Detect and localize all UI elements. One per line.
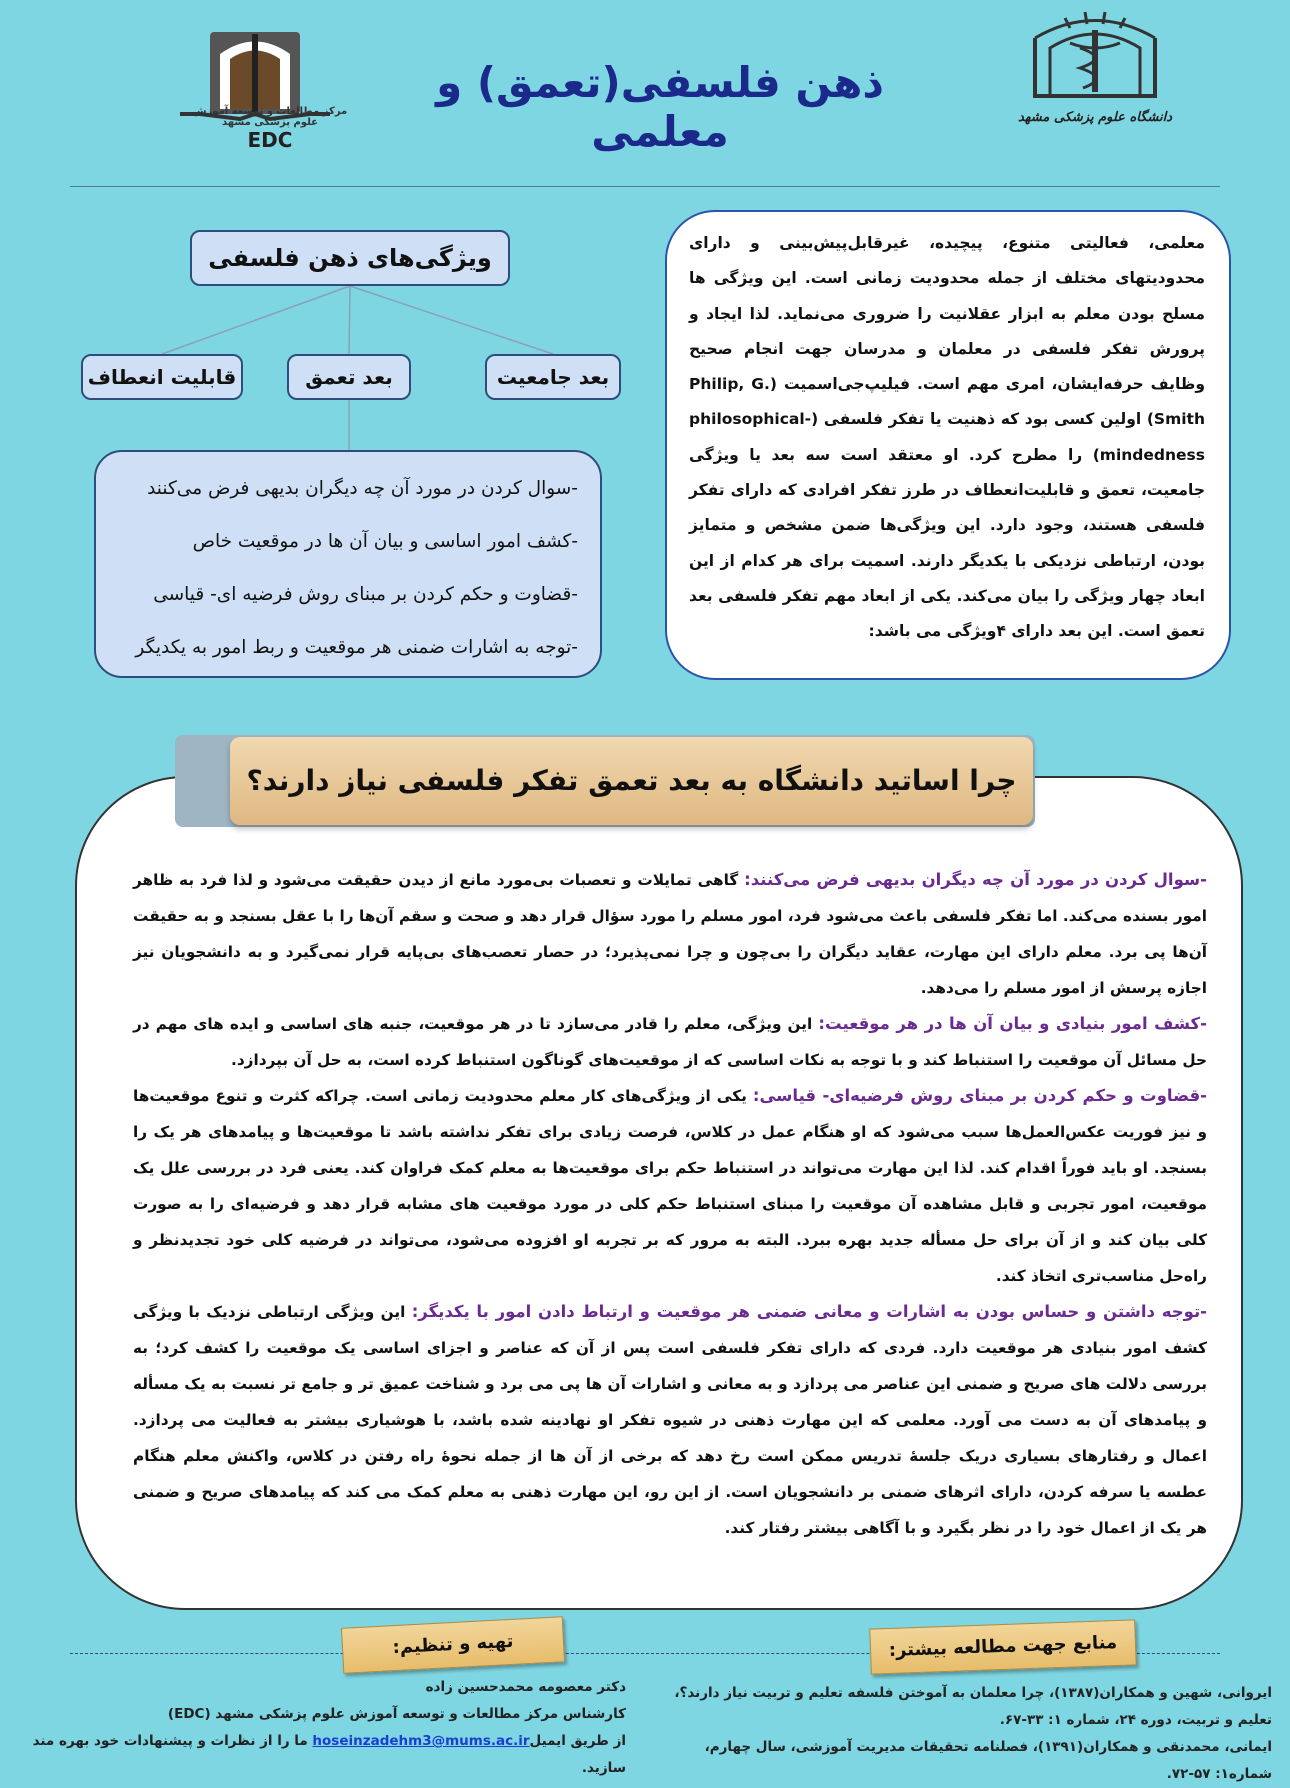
list-item: -کشف امور اساسی و بیان آن ها در موقعیت خاص (192, 531, 578, 552)
contact-suffix: ما را از نظرات و پیشنهادات خود بهره مند سازید. (32, 1733, 626, 1776)
section-heading: -سوال کردن در مورد آن چه دیگران بدیهی فرض می‌کنند: (744, 870, 1207, 889)
author-role: کارشناس مرکز مطالعات و توسعه آموزش علوم پزشکی مشهد (EDC) (167, 1706, 626, 1722)
prepared-by (26, 1674, 626, 1782)
list-item: -سوال کردن در مورد آن چه دیگران بدیهی فرض می‌کنند (147, 478, 578, 499)
reference-item: ایمانی، محمدنقی و همکاران(۱۳۹۱)، فصلنامه تحقیقات مدیریت آموزشی، سال چهارم، شماره۱: ۵۷-۷۲. (704, 1739, 1272, 1782)
diagram-node-depth: بعد تعمق (287, 354, 411, 400)
prepared-by-label: تهیه و تنظیم: (341, 1616, 565, 1674)
list-item: -توجه به اشارات ضمنی هر موقعیت و ربط امور به یکدیگر (135, 637, 578, 658)
main-content-box (75, 776, 1243, 1610)
section-heading: -قضاوت و حکم کردن بر مبنای روش فرضیه‌ای- قیاسی: (752, 1086, 1207, 1105)
section-body: این ویژگی ارتباطی نزدیک با ویژگی کشف امور بنیادی هر موقعیت دارد. فردی که دارای تفکر فلسفی است پس از آن که عناصر و اجزای اساسی یک موقعیت را کشف کرد؛ به بررسی دلالت های صریح و ضمنی این عناصر می پردازد و به معانی و اشارات آن ها پی می برد و شناخت عمیق تر و جامع تر نسبت به یک مسأله و پیامدهای آن به دست می آورد. معلمی که این مهارت ذهنی در شیوه تفکر او نهادینه شده باشد، با هوشیاری بیشتر به فعالیت می پردازد. اعمال و رفتارهای بسیاری دریک جلسۀ تدریس ممکن است رخ دهد که برخی از آن ها از جمله نحوۀ راه رفتن در کلاس، واکنش معلم هنگام عطسه یا سرفه کردن، دارای اثرهای ضمنی بر دانشجویان است. از این رو، این مهارت ذهنی به معلم کمک می کند که پیامدهای صریح و ضمنی هر یک از اعمال خود را در نظر بگیرد و با آگاهی بیشتر رفتار کند. (133, 1303, 1207, 1537)
list-item: -قضاوت و حکم کردن بر مبنای روش فرضیه ای- قیاسی (153, 584, 578, 605)
university-logo (995, 8, 1195, 140)
diagram-root-node: ویژگی‌های ذهن فلسفی (190, 230, 510, 286)
main-section (133, 1078, 1207, 1294)
main-section (133, 1006, 1207, 1078)
section-body: گاهی تمایلات و تعصبات بی‌مورد مانع از دیدن حقیقت می‌شود و لذا فرد به ظاهر امور بسنده می‌کند. اما تفکر فلسفی باعث می‌شود فرد، امور مسلم را مورد سؤال قرار دهد و صحت و سقم آن‌ها را با عقل بسنجد و به حقیقت آن‌ها پی برد. معلم دارای این مهارت، عقاید دیگران را بی‌چون و چرا نمی‌پذیرد؛ در حصار تعصب‌های بی‌پایه قرار نمی‌گیرد و به دانشجویان نیز اجازه پرسش از امور مسلم را می‌دهد. (133, 871, 1207, 997)
contact-email-link[interactable]: hoseinzadehm3@mums.ac.ir (312, 1733, 530, 1749)
intro-box (665, 210, 1231, 680)
diagram-node-comprehensiveness: بعد جامعیت (485, 354, 621, 400)
diagram-node-flexibility: قابلیت انعطاف (81, 354, 243, 400)
main-section (133, 1294, 1207, 1546)
references-list (660, 1680, 1272, 1788)
page-title: ذهن فلسفی(تعمق) و معلمی (436, 58, 884, 156)
intro-text: معلمی، فعالیتی متنوع، پیچیده، غیرقابل‌پیش‌بینی و دارای محدودیتهای مختلف از جمله محدودیت زمانی است. این ویژگی ها مسلح بودن معلم به ابزار عقلانیت را ضروری می‌نماید. لذا ایجاد و پرورش تفکر فلسفی در معلمان و مدرسان جهت انجام صحیح وظایف حرفه‌ایشان، امری مهم است. فیلیپ‌جی‌اسمیت (Philip, G. Smith) اولین کسی بود که ذهنیت یا تفکر فلسفی (philosophical- mindedness) را مطرح کرد. او معتقد است سه بعد یا ویژگی جامعیت، تعمق و قابلیت‌انعطاف در طرز تفکر افرادی که دارای تفکر فلسفی هستند، وجود دارد. این ویژگی‌ها ضمن مشخص و متمایز بودن، ارتباطی نزدیکی با یکدیگر دارند. اسمیت برای هر کدام از این ابعاد چهار ویژگی را بیان می‌کند. یکی از ابعاد مهم تفکر فلسفی بعد تعمق است. این بعد دارای ۴ویژگی می باشد: (689, 234, 1206, 641)
contact-prefix: از طریق ایمیل (529, 1733, 626, 1749)
depth-features-list (94, 450, 602, 678)
author-name: دکتر معصومه محمدحسین زاده (425, 1679, 626, 1695)
main-section (133, 862, 1207, 1006)
contact-line (26, 1728, 626, 1782)
section-banner: چرا اساتید دانشگاه به بعد تعمق تفکر فلسفی نیاز دارند؟ (230, 737, 1033, 825)
sources-label: منابع جهت مطالعه بیشتر: (869, 1619, 1136, 1674)
section-heading: -توجه داشتن و حساس بودن به اشارات و معانی ضمنی هر موقعیت و ارتباط دادن امور با یکدیگر: (411, 1302, 1208, 1321)
university-logo-text: دانشگاه علوم پزشکی مشهد (1017, 110, 1173, 125)
edc-logo-text: مرکز مطالعات و توسعه آموزش علوم پزشکی مشهد (192, 106, 348, 128)
section-body: این ویژگی، معلم را قادر می‌سازد تا در هر موقعیت، جنبه های اساسی و ایده های مهم در حل مسائل آن موقعیت را استنباط کند و با توجه به نکات اساسی که از موقعیت‌های گوناگون استنباط کرده است، به حل آن بپردازد. (133, 1015, 1207, 1069)
section-heading: -کشف امور بنیادی و بیان آن ها در هر موقعیت: (818, 1014, 1207, 1033)
reference-item: ایروانی، شهین و همکاران(۱۳۸۷)، چرا معلمان به آموختن فلسفه تعلیم و تربیت نیاز دارند؟، تعلیم و تربیت، دوره ۲۴، شماره ۱: ۳۳-۶۷. (674, 1685, 1272, 1728)
edc-logo-abbr: EDC (247, 128, 293, 152)
university-emblem-icon (995, 8, 1195, 108)
section-body: یکی از ویژگی‌های کار معلم محدودیت زمانی است. چراکه کثرت و تنوع موقعیت‌ها و نیز فوریت عکس‌العمل‌ها سبب می‌شود که او هنگام عمل در کلاس، فرصت زیادی برای تفکر نداشته باشد تا موقعیت‌ها و پیامدهای هر یک را بسنجد. او باید فوراً اقدام کند. لذا این مهارت می‌تواند در استنباط حکم برای موقعیت‌ها به معلم کمک فراوان کند. یعنی فرد در بررسی علل یک موقعیت، امور تجربی و قابل مشاهده آن موقعیت را مبنای استنباط حکم کلی در مورد موقعیت های مشابه قرار دهد و فرضیه‌ای را به صورت کلی بیان کند و از آن برای حل مسأله جدید بهره ببرد. البته به مرور که بر تجربه او افزوده می‌شود، می‌تواند در فرضیه کلی خود تجدیدنظر و راه‌حل مناسب‌تری اتخاذ کند. (133, 1087, 1207, 1285)
